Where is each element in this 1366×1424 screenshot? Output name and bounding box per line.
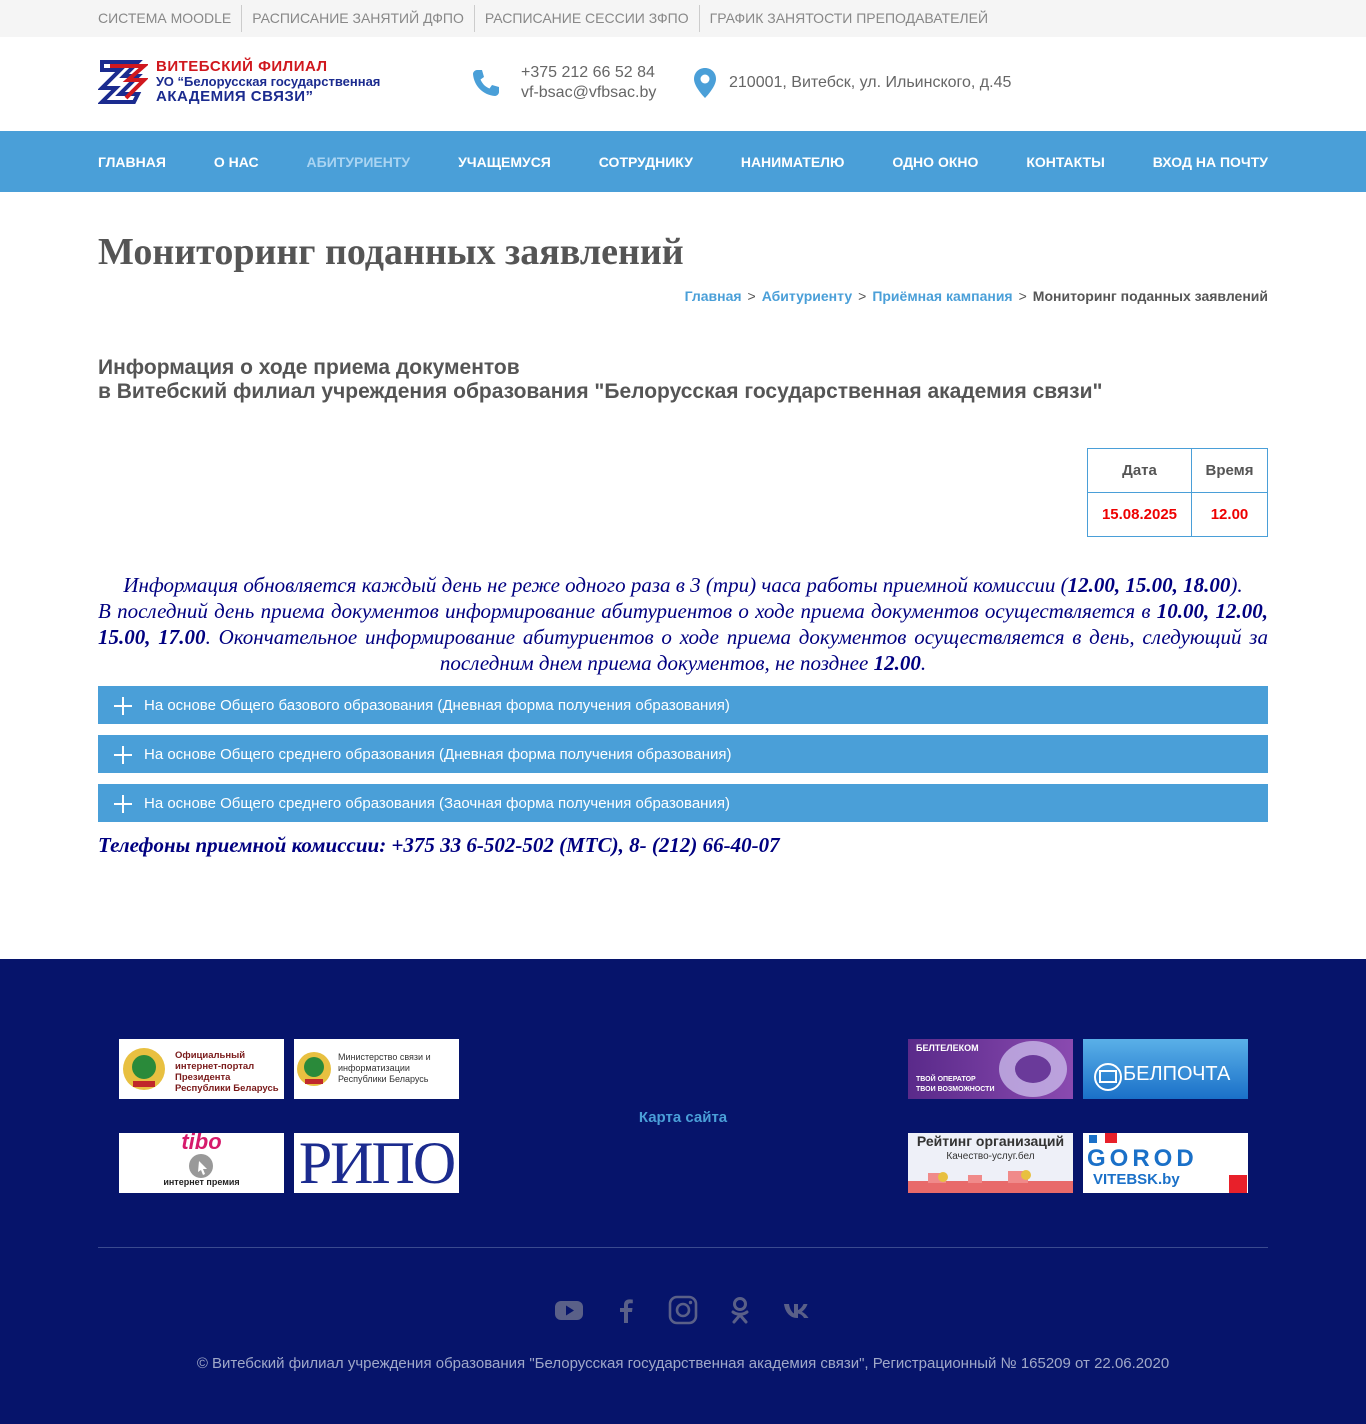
plus-icon — [98, 686, 144, 724]
phone-icon — [470, 67, 502, 99]
toplink-moodle[interactable]: СИСТЕМА MOODLE — [98, 10, 232, 26]
footer-divider — [98, 1247, 1268, 1248]
accordion-secondary-day[interactable] — [98, 735, 1268, 773]
banner-beltelecom[interactable] — [908, 1039, 1073, 1099]
banner-ripo[interactable] — [294, 1133, 459, 1193]
site-logo[interactable] — [98, 57, 398, 107]
social-links — [0, 1295, 1366, 1325]
banner-rating[interactable] — [908, 1133, 1073, 1193]
banner-president-portal[interactable] — [119, 1039, 284, 1099]
toplink-teachers-schedule[interactable]: ГРАФИК ЗАНЯТОСТИ ПРЕПОДАВАТЕЛЕЙ — [699, 5, 998, 32]
tibo-logo-text: tibo — [181, 1133, 222, 1154]
logo-emblem-icon — [98, 58, 148, 106]
accordion-basic-day[interactable] — [98, 686, 1268, 724]
plus-icon — [98, 784, 144, 822]
admission-phones: Телефоны приемной комиссии: +375 33 6-502-502 (МТС), 8- (212) 66-40-07 — [98, 833, 780, 857]
gorod-text: GOROD — [1087, 1145, 1198, 1172]
page-title: Мониторинг поданных заявлений — [98, 231, 684, 273]
top-bar — [0, 0, 1366, 37]
youtube-icon[interactable] — [554, 1295, 584, 1325]
accordion-label: На основе Общего базового образования (Дневная форма получения образования) — [144, 696, 730, 714]
copyright-text: © Витебский филиал учреждения образования "Белорусская государственная академия связи", Регистрационный № 165209 от 22.06.2020 — [196, 1355, 1170, 1372]
site-header — [0, 37, 1366, 131]
banner-president-text: Официальный интернет-портал Президента Республики Беларусь — [175, 1050, 279, 1094]
belpochta-text: БЕЛПОЧТА — [1123, 1063, 1231, 1085]
nav-item-student[interactable]: УЧАЩЕМУСЯ — [458, 153, 551, 170]
sitemap-link[interactable]: Карта сайта — [638, 1109, 728, 1126]
rating-subtitle: Качество-услуг.бел — [946, 1151, 1035, 1162]
address-block — [692, 67, 1011, 99]
odnoklassniki-icon[interactable] — [725, 1295, 755, 1325]
main-nav — [0, 131, 1366, 192]
table-header-date: Дата — [1088, 449, 1192, 493]
rating-title: Рейтинг организаций — [916, 1133, 1065, 1149]
logo-line1: ВИТЕБСКИЙ ФИЛИАЛ — [156, 58, 328, 76]
logo-line2: УО “Белорусская государственная — [156, 74, 381, 90]
toplink-session-zfpo[interactable]: РАСПИСАНИЕ СЕССИИ ЗФПО — [474, 5, 699, 32]
instagram-icon[interactable] — [668, 1295, 698, 1325]
banner-ministry[interactable] — [294, 1039, 459, 1099]
accordion-label: На основе Общего среднего образования (Дневная форма получения образования) — [144, 745, 732, 763]
banner-belpochta[interactable] — [1083, 1039, 1248, 1099]
accordion-secondary-extramural[interactable] — [98, 784, 1268, 822]
breadcrumb-separator: > — [858, 288, 867, 304]
breadcrumb-applicant[interactable]: Абитуриенту — [761, 288, 853, 304]
site-footer — [0, 959, 1366, 1424]
update-notice — [98, 572, 1268, 676]
notice-paragraph-2: В последний день приема документов информирование абитуриентов о ходе приема документов осуществляется в 10.00, 12.00, 15.00, 17.00. Окончательное информирование абитуриентов о ходе приема документов осуществляется в день, следующий за последним днем приема документов, не позднее 12.00. — [98, 599, 1269, 675]
update-date-table — [1087, 448, 1268, 537]
banner-ministry-text: Министерство связи и информатизации Республики Беларусь — [338, 1052, 431, 1084]
info-heading-line2: в Витебский филиал учреждения образования "Белорусская государственная академия связи" — [98, 380, 1103, 403]
logo-line3: АКАДЕМИЯ СВЯЗИ” — [156, 87, 314, 105]
nav-item-applicant[interactable]: АБИТУРИЕНТУ — [306, 153, 411, 170]
nav-item-employee[interactable]: СОТРУДНИКУ — [598, 153, 693, 170]
table-header-time: Время — [1192, 449, 1268, 493]
banner-gorod-vitebsk[interactable] — [1083, 1133, 1248, 1193]
map-pin-icon — [692, 67, 718, 99]
nav-item-contacts[interactable]: КОНТАКТЫ — [1026, 153, 1105, 170]
breadcrumb — [685, 288, 1268, 304]
facebook-icon[interactable] — [611, 1295, 641, 1325]
info-heading — [98, 356, 1102, 404]
ripo-logo-text: РИПО — [298, 1133, 455, 1193]
breadcrumb-home[interactable]: Главная — [684, 288, 742, 304]
info-heading-line1: Информация о ходе приема документов — [98, 356, 520, 379]
nav-item-home[interactable]: ГЛАВНАЯ — [98, 153, 166, 170]
table-cell-date: 15.08.2025 — [1088, 493, 1192, 537]
plus-icon — [98, 735, 144, 773]
banner-tibo[interactable] — [119, 1133, 284, 1193]
nav-item-one-window[interactable]: ОДНО ОКНО — [892, 153, 979, 170]
breadcrumb-separator: > — [1018, 288, 1027, 304]
beltelecom-title: БЕЛТЕЛЕКОМ — [916, 1043, 979, 1053]
city-skyline-icon — [908, 1133, 1073, 1193]
breadcrumb-admission[interactable]: Приёмная кампания — [872, 288, 1013, 304]
address-text: 210001, Витебск, ул. Ильинского, д.45 — [729, 74, 1012, 91]
gorod-subtitle: VITEBSK.by — [1093, 1171, 1180, 1188]
tibo-subtitle: интернет премия — [163, 1177, 240, 1187]
nav-item-mail-login[interactable]: ВХОД НА ПОЧТУ — [1152, 153, 1268, 170]
breadcrumb-separator: > — [747, 288, 756, 304]
phone-number[interactable]: +375 212 66 52 84 — [521, 64, 655, 81]
nav-item-about[interactable]: О НАС — [213, 153, 259, 170]
nav-item-employer[interactable]: НАНИМАТЕЛЮ — [740, 153, 845, 170]
table-cell-time: 12.00 — [1192, 493, 1268, 537]
vk-icon[interactable] — [782, 1295, 812, 1325]
breadcrumb-current: Мониторинг поданных заявлений — [1032, 288, 1268, 304]
notice-paragraph-1: Информация обновляется каждый день не реже одного раза в 3 (три) часа работы приемной комиссии (12.00, 15.00, 18.00). — [123, 573, 1243, 597]
email-link[interactable]: vf-bsac@vfbsac.by — [521, 84, 657, 101]
toplink-schedule-dfpo[interactable]: РАСПИСАНИЕ ЗАНЯТИЙ ДФПО — [241, 5, 474, 32]
accordion-label: На основе Общего среднего образования (Заочная форма получения образования) — [144, 794, 730, 812]
beltelecom-subtitle: ТВОЙ ОПЕРАТОР ТВОИ ВОЗМОЖНОСТИ — [916, 1076, 995, 1093]
contact-phone-block — [470, 63, 656, 103]
